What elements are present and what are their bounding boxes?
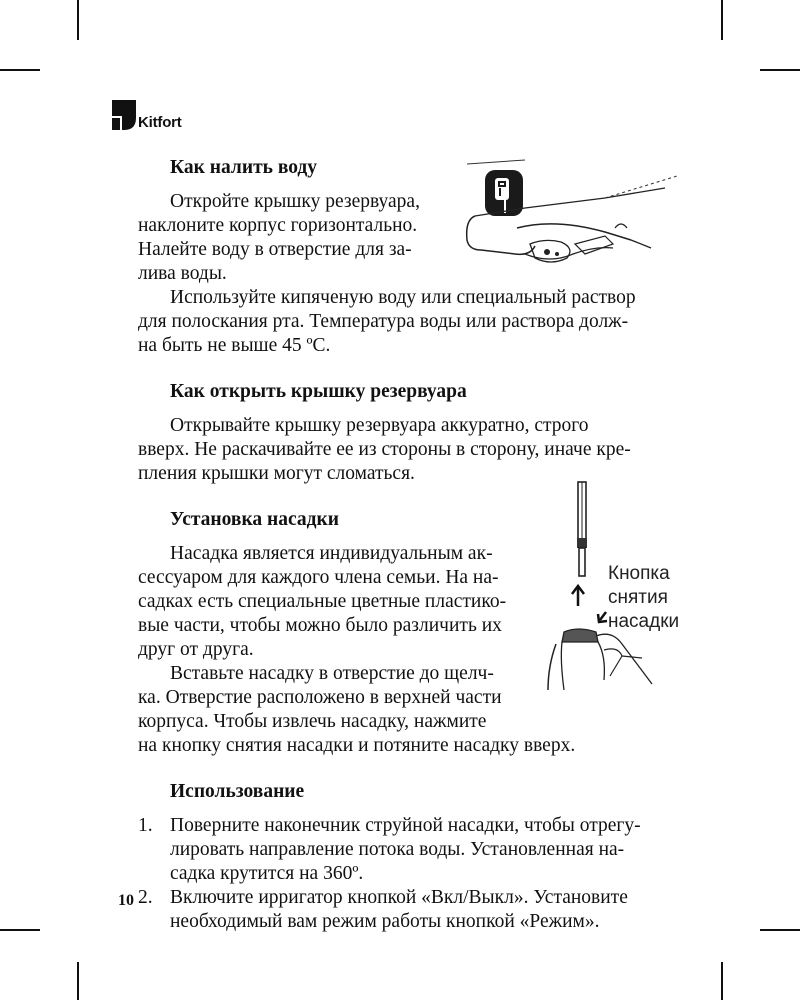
heading-open-lid: Как открыть крышку резервуара	[170, 381, 467, 402]
list-item-number: 2.	[138, 887, 153, 908]
crop-mark-top-right-h	[760, 69, 800, 71]
heading-fill-water: Как налить воду	[170, 157, 318, 178]
paragraph-nozzle-install-2: Вставьте насадку в отверстие до щелч- ка. Отверстие расположено в верхней части корпуса. Чтобы извлечь насадку, нажмите на кнопку снятия насадки и потяните насадку вверх.	[138, 663, 576, 756]
crop-mark-bottom-left	[77, 962, 79, 1000]
heading-nozzle-install: Установка насадки	[170, 509, 339, 530]
paragraph-fill-water-2: Используйте кипяченую воду или специальный раствор для полоскания рта. Температура воды или раствора долж- на быть не выше 45 ºС.	[138, 287, 636, 356]
crop-mark-top-left	[77, 0, 79, 40]
brand-logo-text: Kitfort	[138, 114, 182, 131]
heading-usage: Использование	[170, 781, 305, 802]
kitfort-mark-icon	[112, 100, 136, 130]
usage-steps-list	[138, 814, 688, 934]
nozzle-release-button-label: Кнопка снятия насадки	[608, 563, 680, 632]
crop-mark-bottom-right-h	[760, 929, 800, 931]
paragraph-open-lid: Открывайте крышку резервуара аккуратно, строго вверх. Не раскачивайте ее из стороны в сторону, иначе кре- пления крышки могут сломаться.	[138, 415, 631, 484]
crop-mark-bottom-right	[721, 962, 723, 1000]
page-number: 10	[118, 892, 134, 909]
list-item: 1. Поверните наконечник струйной насадки, чтобы отрегу- лировать направление потока воды. Установленная на- садка крутится на 360º.	[138, 815, 641, 884]
paragraph-nozzle-install-1: Насадка является индивидуальным ак- сессуаром для каждого члена семьи. На на- садках есть специальные цветные пластико- вые части, чтобы можно было различить их друг от друга.	[138, 543, 507, 660]
crop-mark-top-left-h	[0, 69, 40, 71]
list-item-number: 1.	[138, 815, 153, 836]
paragraph-fill-water-1: Откройте крышку резервуара, наклоните корпус горизонтально. Налейте воду в отверстие для за- лива воды.	[138, 191, 420, 284]
crop-mark-top-right	[721, 0, 723, 40]
crop-mark-bottom-left-h	[0, 929, 40, 931]
list-item: 2. Включите ирригатор кнопкой «Вкл/Выкл». Установите необходимый вам режим работы кнопкой «Режим».	[138, 887, 628, 932]
manual-page-body	[138, 156, 688, 934]
brand-logo	[112, 100, 182, 130]
